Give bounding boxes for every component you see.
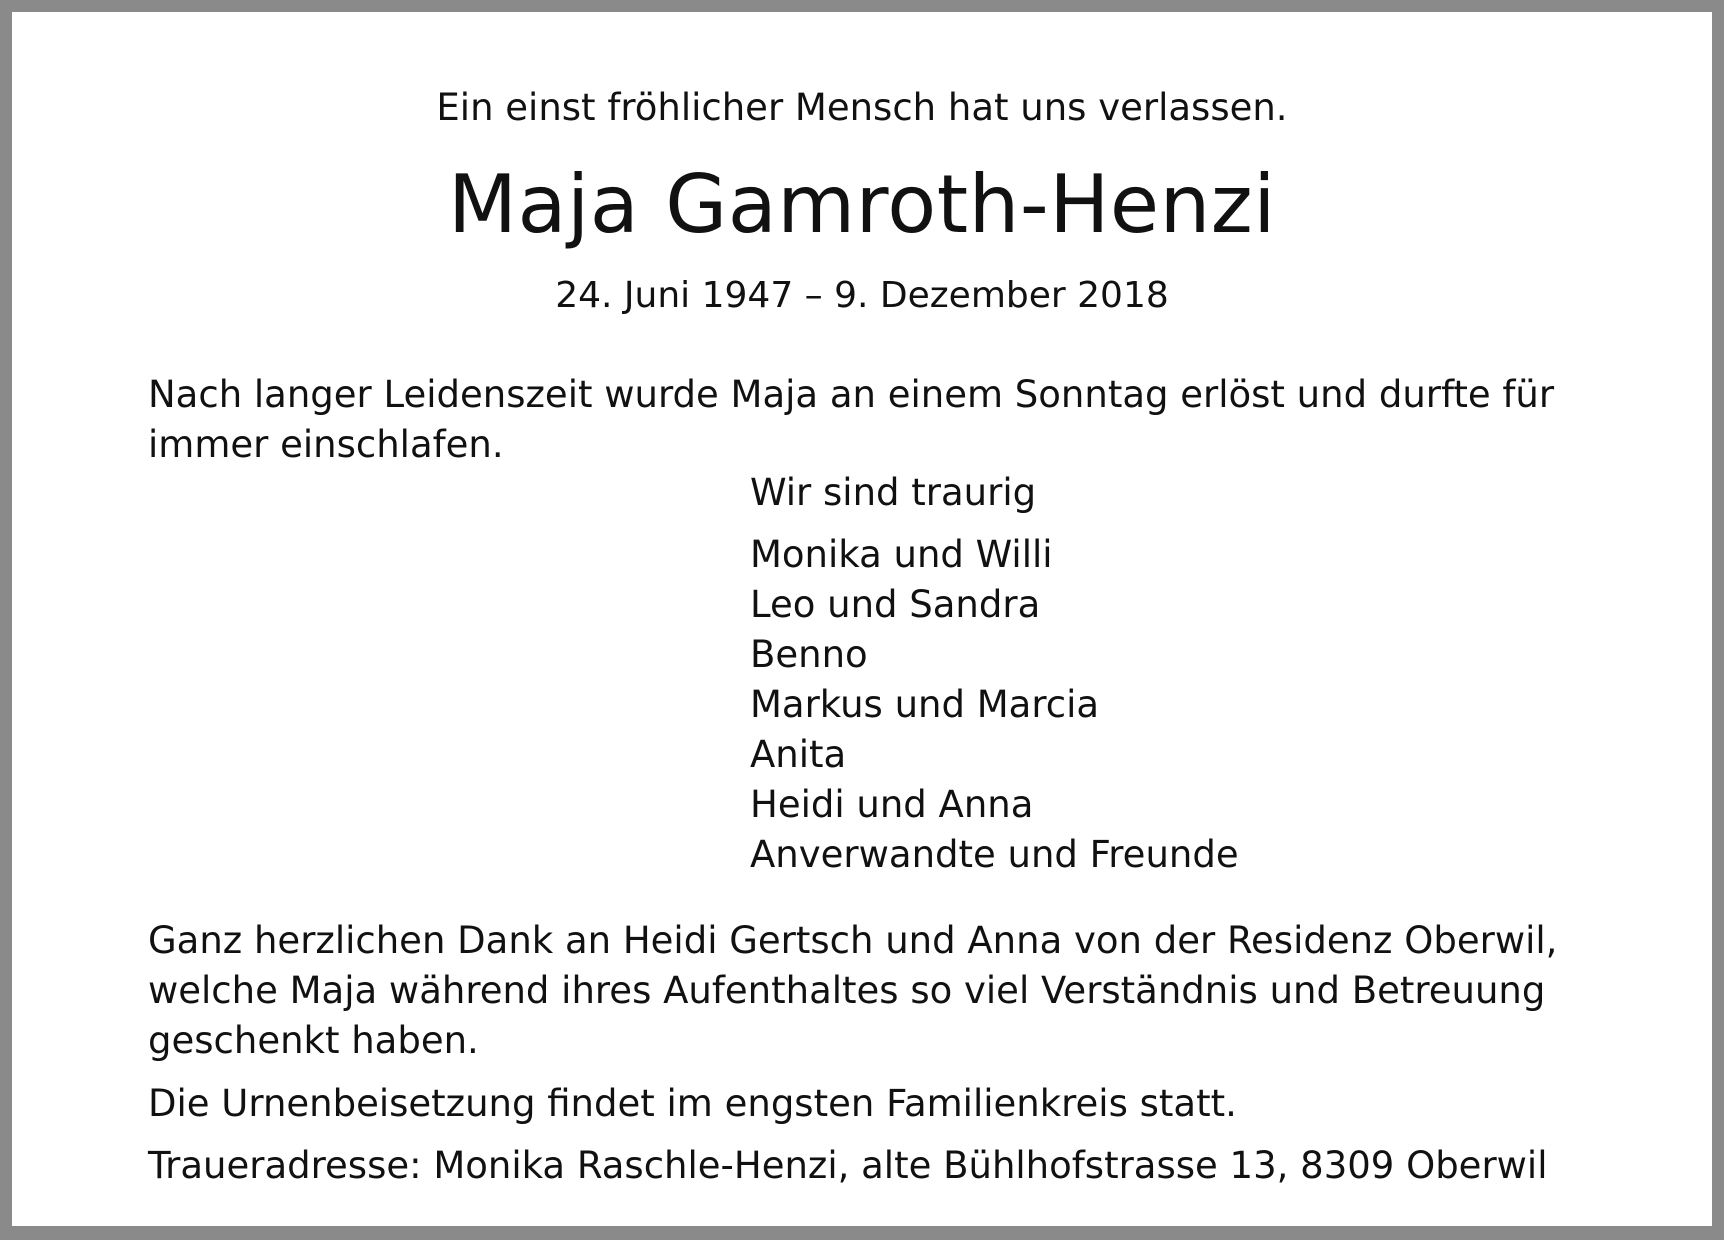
mourning-address: Traueradresse: Monika Raschle-Henzi, alte Bühlhofstrasse 13, 8309 Oberwil (148, 1144, 1548, 1187)
mourners-block (750, 468, 1239, 880)
life-dates: 24. Juni 1947 – 9. Dezember 2018 (555, 275, 1169, 316)
thanks-paragraph: Ganz herzlichen Dank an Heidi Gertsch und Anna von der Residenz Oberwil, welche Maja während ihres Aufenthaltes so viel Verständnis und Betreuung geschenkt haben. (148, 919, 1558, 1062)
mourners-list (750, 530, 1239, 880)
mourner-entry: Anita (750, 733, 847, 776)
deceased-name: Maja Gamroth-Henzi (448, 158, 1276, 251)
passing-paragraph: Nach langer Leidenszeit wurde Maja an einem Sonntag erlöst und durfte für immer einschlafen. (148, 373, 1555, 466)
mourner-entry: Monika und Willi (750, 533, 1053, 576)
mourner-entry: Anverwandte und Freunde (750, 833, 1239, 876)
mourner-entry: Benno (750, 633, 868, 676)
mourner-entry: Heidi und Anna (750, 783, 1034, 826)
burial-paragraph: Die Urnenbeisetzung findet im engsten Familienkreis statt. (148, 1082, 1237, 1125)
mourner-entry: Markus und Marcia (750, 683, 1100, 726)
mourner-entry: Leo und Sandra (750, 583, 1041, 626)
intro-line: Ein einst fröhlicher Mensch hat uns verlassen. (436, 86, 1288, 129)
obituary-page (12, 12, 1712, 1226)
mourners-lead: Wir sind traurig (750, 471, 1037, 514)
